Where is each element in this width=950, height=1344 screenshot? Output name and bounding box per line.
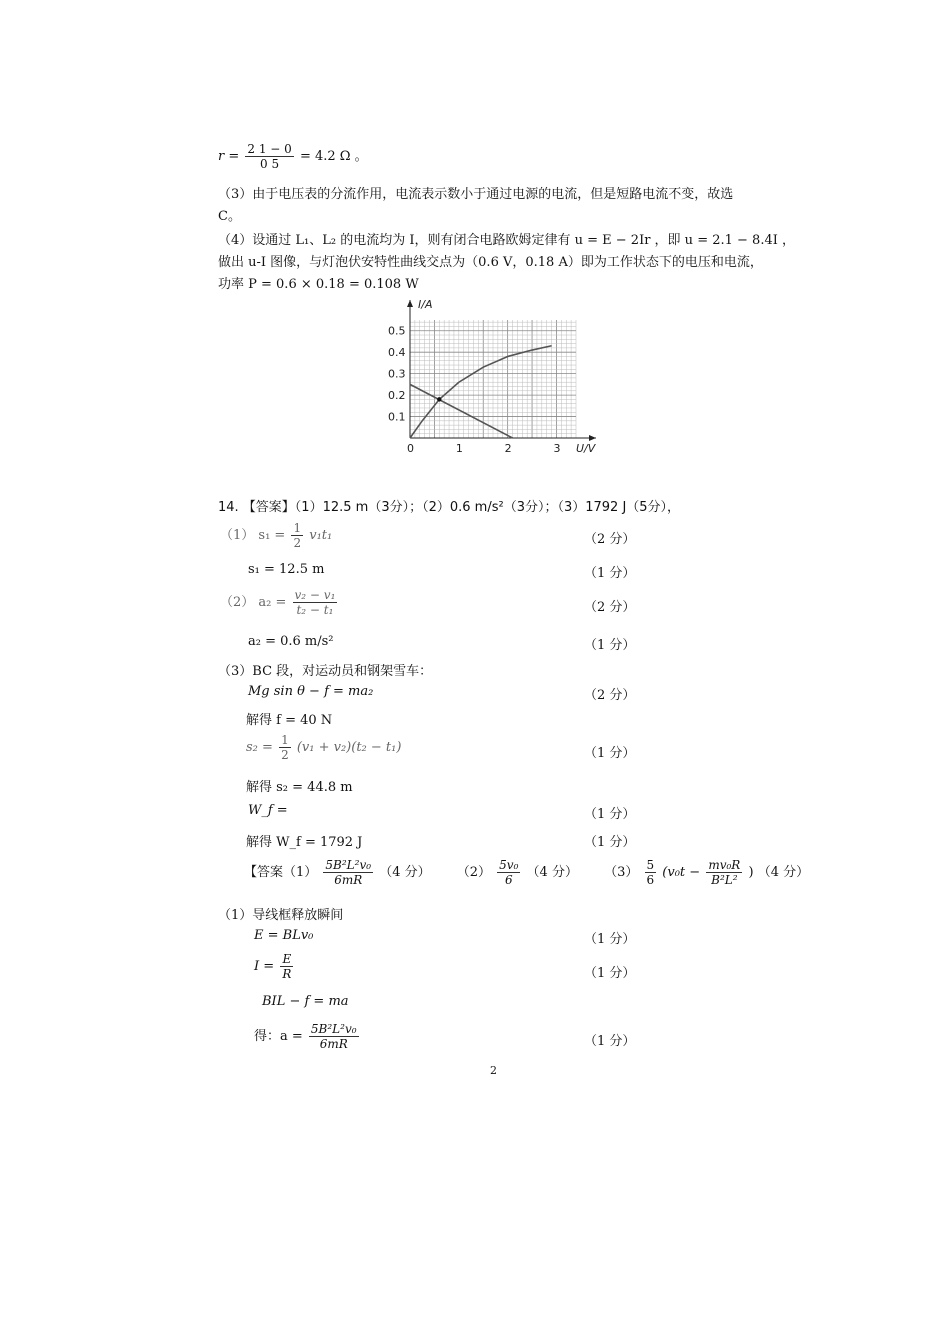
s1-half	[291, 521, 303, 550]
i-score: （1 分）	[584, 966, 636, 981]
q15-h1-fraction	[323, 858, 373, 887]
y-tick-label: 0.2	[388, 389, 406, 403]
paragraph-3-line-2: C。	[218, 209, 241, 224]
s1-lhs: （1） s₁ =	[220, 528, 286, 543]
s1-value: s₁ = 12.5 m	[248, 562, 325, 577]
result-lhs: 得：a =	[254, 1029, 303, 1044]
r-rhs: = 4.2 Ω 。	[299, 149, 368, 164]
wf-value-score: （1 分）	[584, 835, 636, 850]
s2-lhs: s₂ =	[246, 740, 273, 755]
paragraph-4-line-2: 做出 u-I 图像，与灯泡伏安特性曲线交点为（0.6 V，0.18 A）即为工作状态下的电压和电流，	[218, 255, 763, 270]
wf-value: 解得 W_f = 1792 J	[246, 835, 363, 850]
q15-part1-intro: （1）导线框释放瞬间	[218, 908, 344, 923]
s2-half-num: 1	[281, 733, 289, 747]
s2-rhs: (v₁ + v₂)(t₂ − t₁)	[296, 740, 402, 755]
q15-h3-fraction	[645, 858, 657, 887]
force-equation: BIL − f = ma	[262, 994, 349, 1009]
a2-value: a₂ = 0.6 m/s²	[248, 634, 334, 649]
y-axis-label: I/A	[418, 298, 433, 311]
a2-score: （2 分）	[584, 600, 636, 615]
h2-prefix: （2）	[456, 865, 492, 880]
i-num: E	[280, 952, 293, 967]
y-axis-arrow	[407, 300, 413, 307]
s1-half-num: 1	[293, 521, 302, 535]
bc-intro: （3）BC 段，对运动员和钢架雪车：	[218, 664, 433, 679]
chart-grid	[410, 320, 576, 438]
q14-header: 14. 【答案】（1）12.5 m（3分）；（2）0.6 m/s²（3分）；（3）1792 J（5分），	[218, 500, 681, 515]
intersection-point	[437, 397, 441, 401]
newton-equation: Mg sin θ − f = ma₂	[248, 684, 374, 699]
result-score: （1 分）	[584, 1034, 636, 1049]
q15-prefix: 【答案（1）	[244, 865, 318, 880]
h2-score: （4 分）	[526, 865, 578, 880]
s1-rhs: v₁t₁	[309, 528, 333, 543]
y-tick-label: 0.5	[388, 324, 406, 338]
y-tick-label: 0.4	[388, 346, 406, 360]
e-score: （1 分）	[584, 932, 636, 947]
h3-prefix: （3）	[604, 865, 639, 880]
s2-score: （1 分）	[584, 746, 636, 761]
wf-score: （1 分）	[584, 807, 636, 822]
h3-inner-num: mv₀R	[708, 858, 741, 872]
page-number: 2	[490, 1064, 497, 1077]
h2-num: 5v₀	[499, 858, 519, 872]
a2-fraction	[293, 588, 338, 617]
i-fraction	[280, 952, 293, 981]
i-equation	[254, 952, 295, 981]
result-den: 6mR	[319, 1037, 348, 1051]
r-fraction	[245, 142, 293, 171]
series-line-2	[410, 384, 513, 438]
r-lhs: r =	[218, 149, 240, 164]
s2-value: 解得 s₂ = 44.8 m	[246, 780, 353, 795]
h2-den: 6	[504, 873, 513, 887]
iu-chart	[372, 292, 612, 462]
x-tick-label: 0	[407, 442, 414, 455]
s1-half-den: 2	[293, 536, 302, 550]
q15-h2-fraction	[497, 858, 520, 887]
chart-axes	[407, 300, 596, 441]
chart-ticks	[388, 325, 560, 455]
x-tick-label: 1	[455, 442, 463, 455]
series-line-1	[410, 346, 552, 438]
h1-den: 6mR	[334, 873, 363, 887]
r-num: 2 1 − 0	[247, 142, 292, 156]
result-fraction	[309, 1022, 359, 1051]
result-equation	[254, 1022, 361, 1051]
y-tick-label: 0.3	[388, 367, 406, 381]
h3-score: （4 分）	[757, 865, 810, 880]
newton-score: （2 分）	[584, 688, 636, 703]
s1-formula	[220, 521, 332, 550]
a2-value-score: （1 分）	[584, 638, 636, 653]
x-tick-label: 3	[553, 442, 561, 455]
h3-inner-den: B²L²	[711, 873, 738, 887]
s2-half-den: 2	[281, 748, 289, 762]
a2-num: v₂ − v₁	[294, 588, 336, 602]
h3-mid: (v₀t −	[662, 865, 701, 880]
a2-den: t₂ − t₁	[296, 603, 334, 617]
paragraph-4-line-3: 功率 P = 0.6 × 0.18 = 0.108 W	[218, 277, 419, 292]
paragraph-3-line-1: （3）由于电压表的分流作用，电流表示数小于通过电源的电流，但是短路电流不变，故选	[218, 187, 734, 202]
e-equation: E = BLv₀	[254, 928, 314, 943]
q15-header	[244, 858, 809, 887]
h3-num: 5	[646, 858, 655, 872]
s2-half	[279, 733, 291, 762]
h3-close: )	[748, 865, 754, 880]
s1-score: （2 分）	[584, 532, 636, 547]
chart-series	[410, 346, 552, 438]
q15-h3-inner-fraction	[706, 858, 742, 887]
y-tick-label: 0.1	[388, 410, 406, 424]
h1-num: 5B²L²v₀	[325, 858, 372, 872]
i-den: R	[282, 967, 292, 981]
s2-formula	[246, 733, 401, 762]
r-formula	[218, 142, 368, 171]
f-value: 解得 f = 40 N	[246, 713, 333, 728]
x-axis-arrow	[589, 435, 596, 441]
wf-equation: W_f =	[248, 803, 288, 818]
h3-den: 6	[646, 873, 655, 887]
r-den: 0 5	[260, 157, 280, 171]
a2-formula	[220, 588, 339, 617]
result-num: 5B²L²v₀	[310, 1022, 357, 1036]
paragraph-4-line-1: （4）设通过 L₁、L₂ 的电流均为 I，则有闭合电路欧姆定律有 u = E − 2Ir ，即 u = 2.1 − 8.4I ，	[218, 233, 795, 248]
a2-lhs: （2） a₂ =	[220, 595, 287, 610]
x-tick-label: 2	[504, 442, 512, 455]
s1-value-score: （1 分）	[584, 566, 636, 581]
h1-score: （4 分）	[379, 865, 431, 880]
x-axis-label: U/V	[576, 442, 596, 455]
i-lhs: I =	[254, 959, 275, 974]
